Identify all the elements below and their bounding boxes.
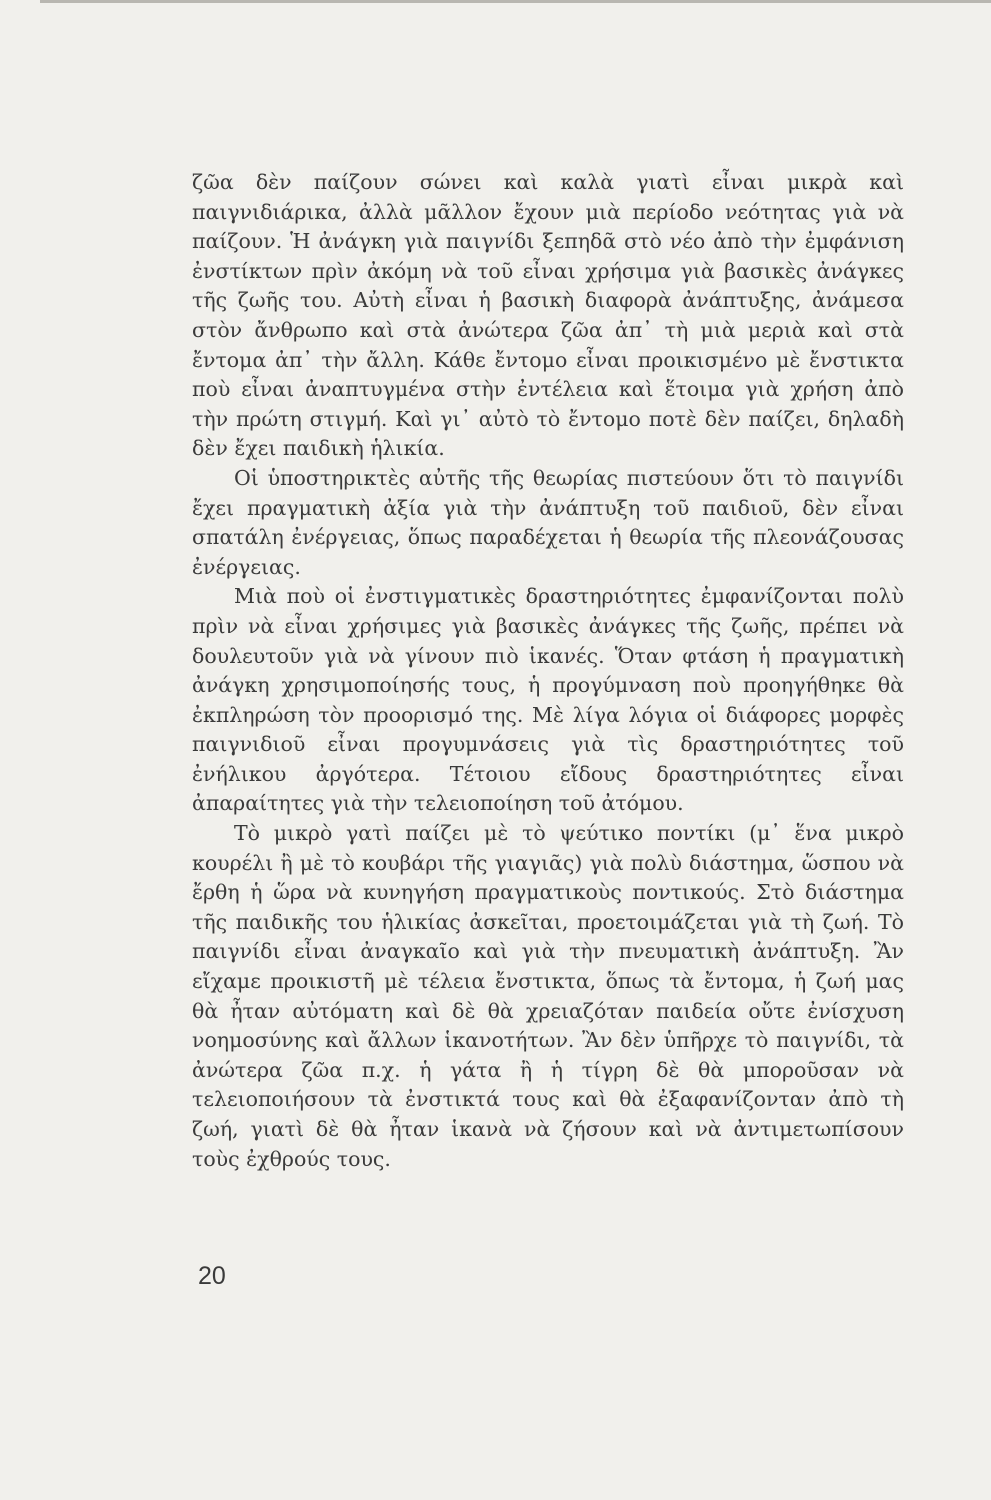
paragraph-continued: ζῶα δὲν παίζουν σώνει καὶ καλὰ γιατὶ εἶναι μικρὰ καὶ παιγνιδιάρικα, ἀλλὰ μᾶλλον ἔχουν μιὰ περίοδο νεότητας γιὰ νὰ παίζουν. Ἡ ἀνάγκη γιὰ παιγνίδι ξεπηδᾶ στὸ νέο ἀπὸ τὴν ἐμφάνιση ἐνστίκτων πρὶν ἀκόμη νὰ τοῦ εἶναι χρήσιμα γιὰ βασικὲς ἀνάγκες τῆς ζωῆς του. Αὐτὴ εἶναι ἡ βασικὴ διαφορὰ ἀνάπτυξης, ἀνάμεσα στὸν ἄνθρωπο καὶ στὰ ἀνώτερα ζῶα ἀπ᾽ τὴ μιὰ μεριὰ καὶ στὰ ἔντομα ἀπ᾽ τὴν ἄλλη. Κάθε ἔντομο εἶναι προικισμένο μὲ ἔνστικτα ποὺ εἶναι ἀναπτυγμένα στὴν ἐντέλεια καὶ ἕτοιμα γιὰ χρήση ἀπὸ τὴν πρώτη στιγμή. Καὶ γι᾽ αὐτὸ τὸ ἔντομο ποτὲ δὲν παίζει, δηλαδὴ δὲν ἔχει παιδικὴ ἡλικία. [192, 170, 904, 461]
paragraph: Οἱ ὑποστηρικτὲς αὐτῆς τῆς θεωρίας πιστεύουν ὅτι τὸ παιγνίδι ἔχει πραγματικὴ ἀξία γιὰ τὴν ἀνάπτυξη τοῦ παιδιοῦ, δὲν εἶναι σπατάλη ἐνέργειας, ὅπως παραδέχεται ἡ θεωρία τῆς πλεονάζουσας ἐνέργειας. [192, 465, 904, 579]
body-text [192, 168, 904, 1174]
paragraph: Τὸ μικρὸ γατὶ παίζει μὲ τὸ ψεύτικο ποντίκι (μ᾽ ἕνα μικρὸ κουρέλι ἢ μὲ τὸ κουβάρι τῆς γιαγιᾶς) γιὰ πολὺ διάστημα, ὥσπου νὰ ἔρθη ἡ ὥρα νὰ κυνηγήση πραγματικοὺς ποντικούς. Στὸ διάστημα τῆς παιδικῆς του ἡλικίας ἀσκεῖται, προετοιμάζεται γιὰ τὴ ζωή. Τὸ παιγνίδι εἶναι ἀναγκαῖο καὶ γιὰ τὴν πνευματικὴ ἀνάπτυξη. Ἂν εἴχαμε προικιστῆ μὲ τέλεια ἔνστικτα, ὅπως τὰ ἔντομα, ἡ ζωή μας θὰ ἦταν αὐτόματη καὶ δὲ θὰ χρειαζόταν παιδεία οὔτε ἐνίσχυση νοημοσύνης καὶ ἄλλων ἱκανοτήτων. Ἂν δὲν ὑπῆρχε τὸ παιγνίδι, τὰ ἀνώτερα ζῶα π.χ. ἡ γάτα ἢ ἡ τίγρη δὲ θὰ μποροῦσαν νὰ τελειοποιήσουν τὰ ἐνστικτά τους καὶ θὰ ἐξαφανίζονταν ἀπὸ τὴ ζωή, γιατὶ δὲ θὰ ἦταν ἱκανὰ νὰ ζήσουν καὶ νὰ ἀντιμετωπίσουν τοὺς ἐχθρούς τους. [192, 821, 904, 1171]
paragraph: Μιὰ ποὺ οἱ ἐνστιγματικὲς δραστηριότητες ἐμφανίζονται πολὺ πρὶν νὰ εἶναι χρήσιμες γιὰ βασικὲς ἀνάγκες τῆς ζωῆς, πρέπει νὰ δουλευτοῦν γιὰ νὰ γίνουν πιὸ ἱκανές. Ὅταν φτάση ἡ πραγματικὴ ἀνάγκη χρησιμοποίησής τους, ἡ προγύμναση ποὺ προηγήθηκε θὰ ἐκπληρώση τὸν προορισμό της. Μὲ λίγα λόγια οἱ διάφορες μορφὲς παιγνιδιοῦ εἶναι προγυμνάσεις γιὰ τὶς δραστηριότητες τοῦ ἐνήλικου ἀργότερα. Τέτοιου εἴδους δραστηριότητες εἶναι ἀπαραίτητες γιὰ τὴν τελειοποίηση τοῦ ἀτόμου. [192, 584, 904, 816]
page-number: 20 [198, 1262, 226, 1290]
scan-top-edge [40, 0, 991, 3]
